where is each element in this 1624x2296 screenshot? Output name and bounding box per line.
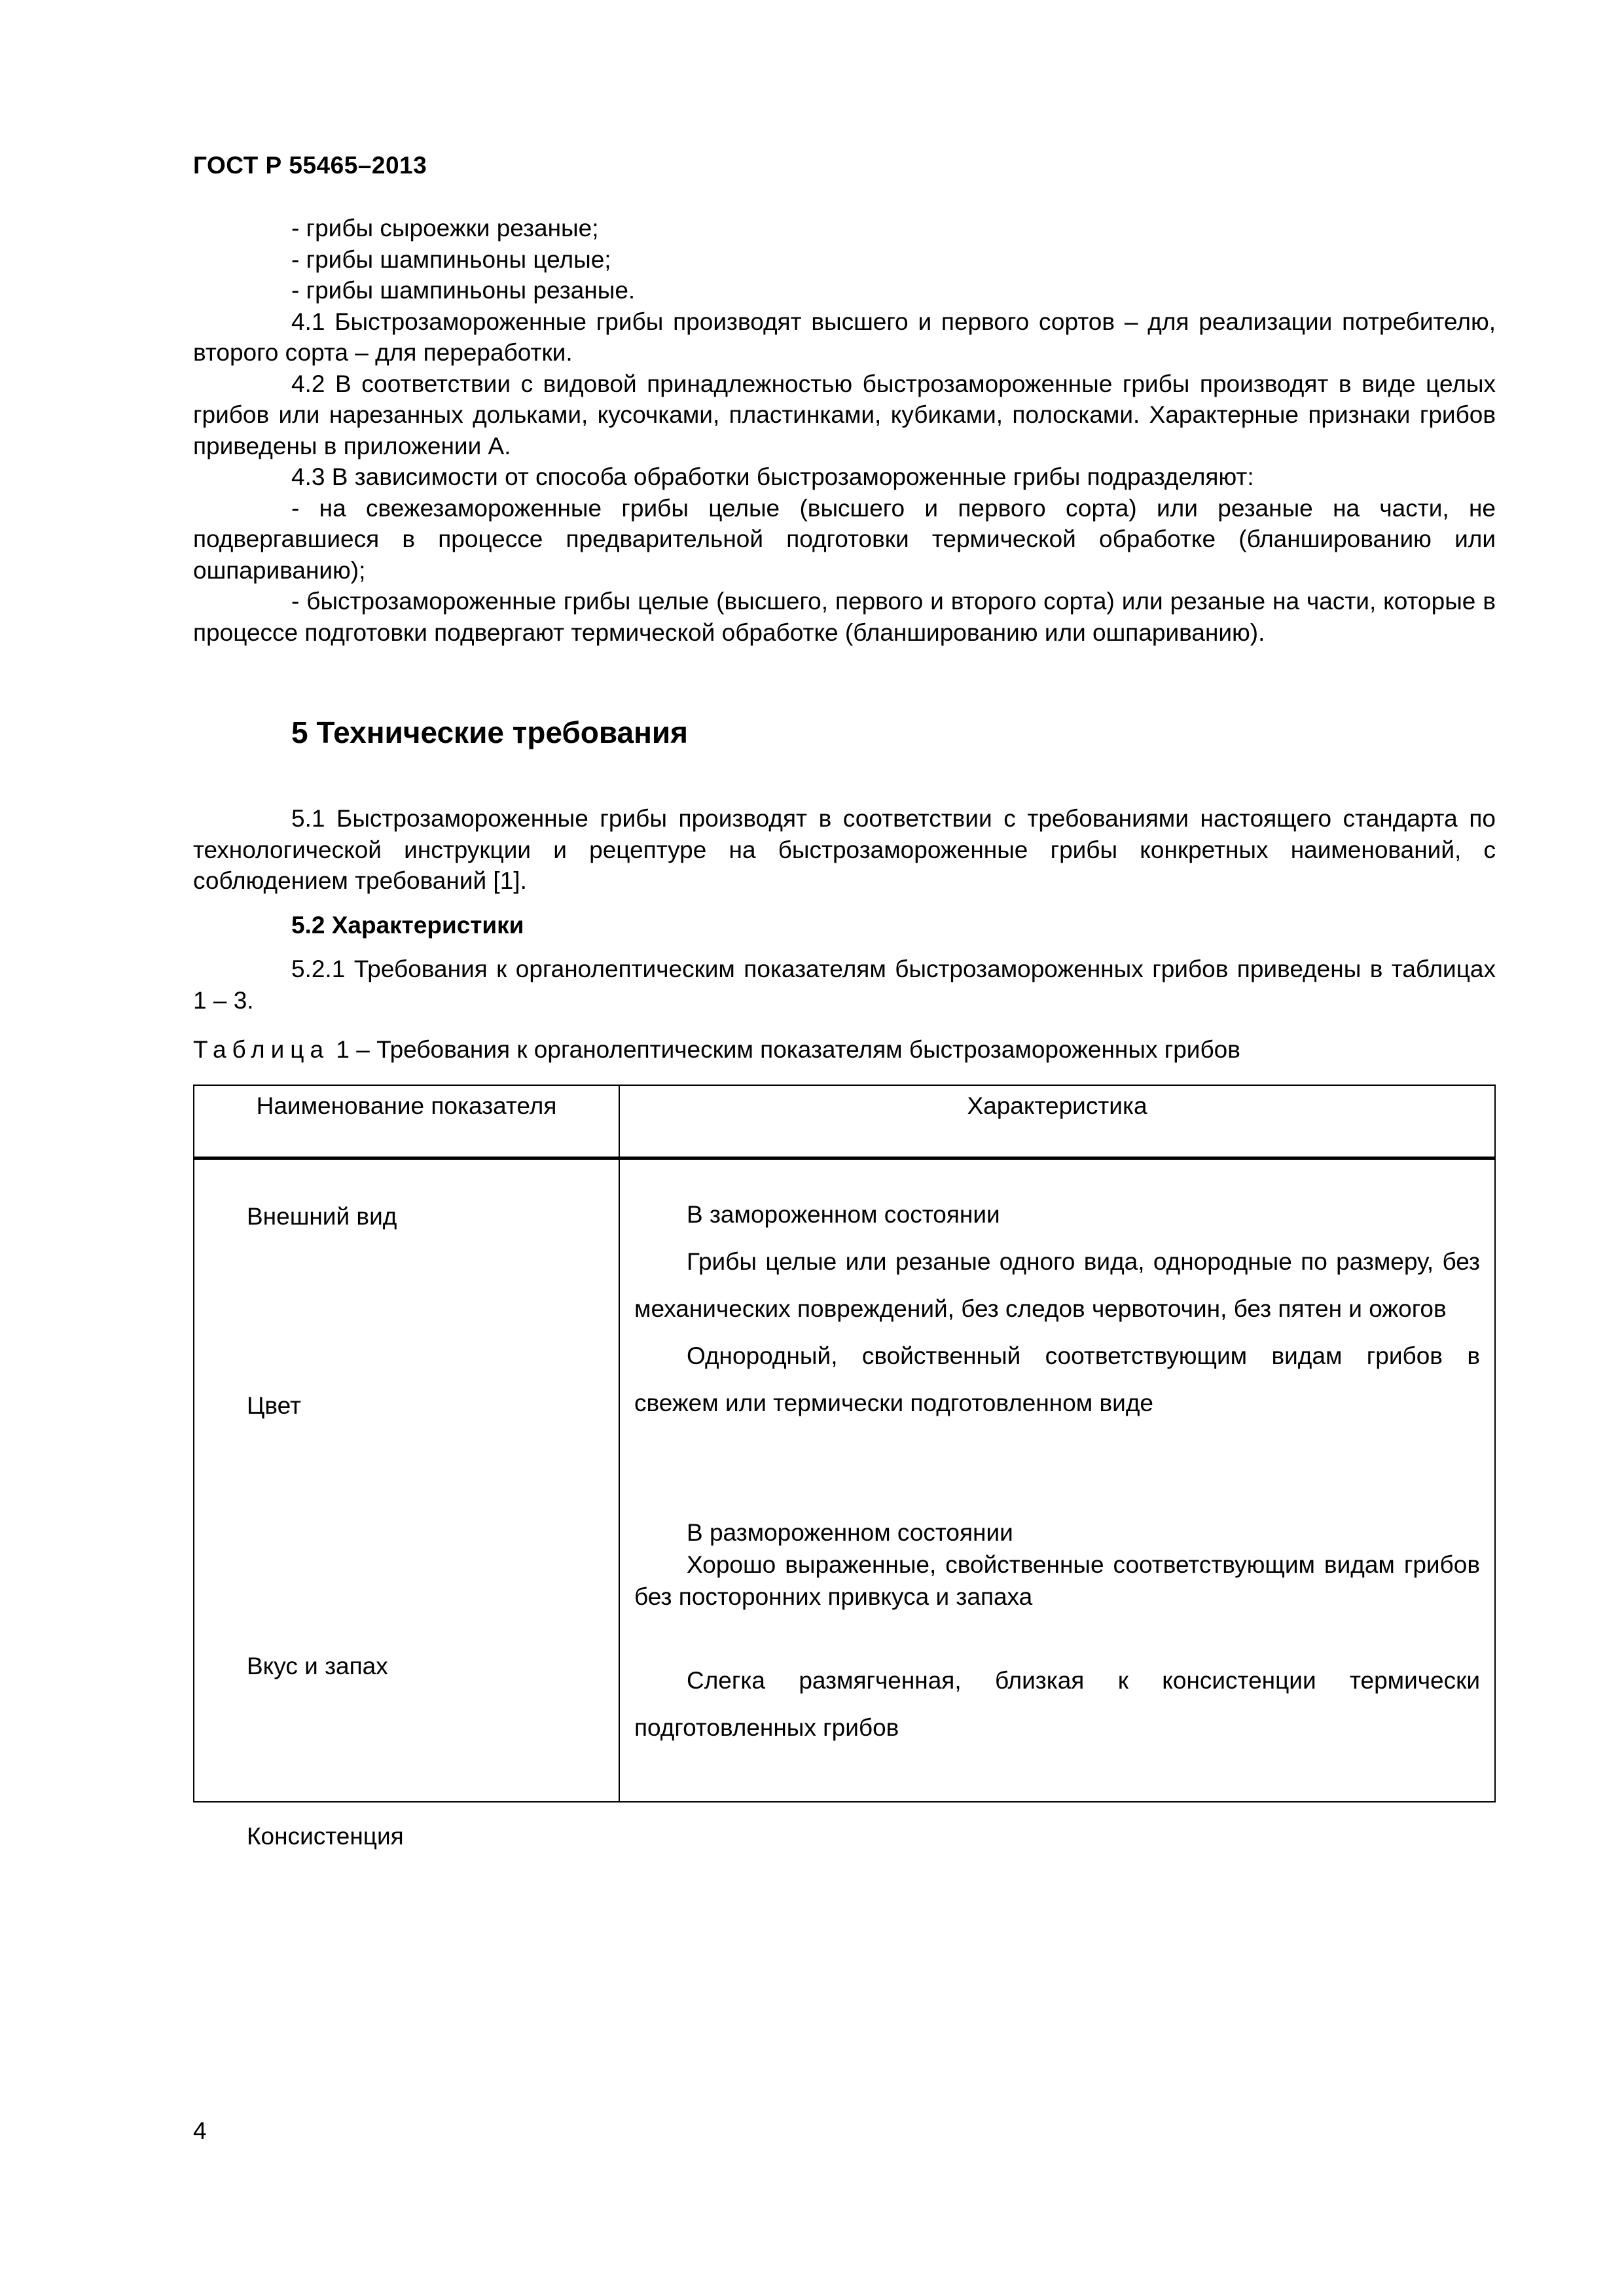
characteristic-cell xyxy=(619,1158,1495,1803)
consistency-block xyxy=(634,1657,1480,1751)
indicator-appearance: Внешний вид xyxy=(247,1203,397,1230)
paragraph-4-1: 4.1 Быстрозамороженные грибы производят высшего и первого сортов – для реализации потребителю, второго сорта – для переработки. xyxy=(193,308,1496,366)
list-item: - грибы шампиньоны резаные. xyxy=(291,277,636,304)
paragraph-4-2: 4.2 В соответствии с видовой принадлежностью быстрозамороженные грибы производят в виде целых грибов или нарезанных дольками, кусочками, пластинками, кубиками, полосками. Характерные признаки грибов приведены в приложении А. xyxy=(193,370,1496,459)
section-5-title: 5 Технические требования xyxy=(291,715,688,749)
clause-4-text xyxy=(193,213,1496,648)
list-item: - грибы сыроежки резаные; xyxy=(291,215,599,242)
thawed-state-label: В размороженном состоянии xyxy=(687,1519,1013,1546)
indicator-consistency: Консистенция xyxy=(247,1823,404,1850)
table-header-indicator: Наименование показателя xyxy=(194,1085,619,1158)
paragraph-5-1: 5.1 Быстрозамороженные грибы производят в соответствии с требованиями настоящего стандарта по технологической инструкции и рецептуре на быстрозамороженные грибы конкретных наименований, с соблюдением требований [1]. xyxy=(193,805,1496,894)
section-5-text xyxy=(193,803,1496,1016)
frozen-state-label: В замороженном состоянии xyxy=(687,1201,1000,1228)
subheading-5-2: 5.2 Характеристики xyxy=(291,911,524,939)
table-caption-text: 1 – Требования к органолептическим показателям быстрозамороженных грибов xyxy=(329,1036,1240,1063)
table-caption-label: Таблица xyxy=(193,1036,330,1063)
table-caption xyxy=(193,1036,1240,1064)
table-header-characteristic: Характеристика xyxy=(619,1085,1495,1158)
paragraph-4-3: 4.3 В зависимости от способа обработки быстрозамороженные грибы подразделяют: xyxy=(291,463,1254,490)
paragraph-5-2-1: 5.2.1 Требования к органолептическим показателям быстрозамороженных грибов приведены в таблицах 1 – 3. xyxy=(193,956,1496,1014)
indicator-color: Цвет xyxy=(247,1392,301,1419)
paragraph-4-3-item-b: - быстрозамороженные грибы целые (высшего, первого и второго сорта) или резаные на части, которые в процессе подготовки подвергают термической обработке (бланшированию или ошпариванию). xyxy=(193,588,1496,646)
thawed-state-block xyxy=(634,1516,1480,1613)
document-header: ГОСТ Р 55465–2013 xyxy=(193,152,427,179)
indicator-cell xyxy=(194,1158,619,1850)
color-text: Однородный, свойственный соответствующим видам грибов в свежем или термически подготовленном виде xyxy=(634,1342,1480,1416)
organoleptic-table xyxy=(193,1085,1496,1850)
page-number: 4 xyxy=(193,2117,207,2144)
appearance-text: Грибы целые или резаные одного вида, однородные по размеру, без механических повреждений, без следов червоточин, без пятен и ожогов xyxy=(634,1248,1480,1322)
list-item: - грибы шампиньоны целые; xyxy=(291,245,611,273)
taste-text: Хорошо выраженные, свойственные соответствующим видам грибов без посторонних привкуса и запаха xyxy=(634,1551,1480,1610)
consistency-text: Слегка размягченная, близкая к консистенции термически подготовленных грибов xyxy=(634,1667,1480,1741)
paragraph-4-3-item-a: - на свежезамороженные грибы целые (высшего и первого сорта) или резаные на части, не подвергавшиеся в процессе предварительной подготовки термической обработке (бланшированию или ошпариванию); xyxy=(193,494,1496,584)
frozen-state-block xyxy=(634,1191,1480,1427)
indicator-taste-smell: Вкус и запах xyxy=(247,1653,388,1679)
table-row xyxy=(194,1158,1495,1803)
